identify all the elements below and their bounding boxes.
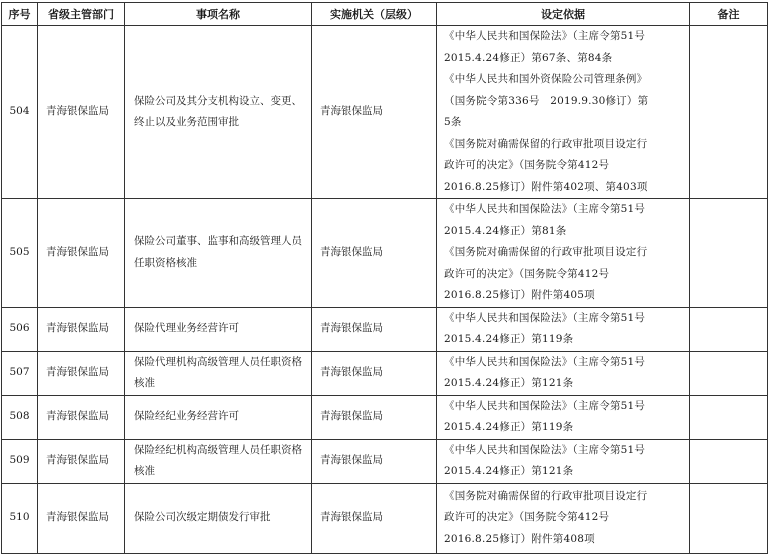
row-legal-basis xyxy=(437,439,690,483)
legal-basis-line: 2015.4.24修正）第121条 xyxy=(444,377,574,389)
row-number: 509 xyxy=(2,439,38,483)
row-department: 青海银保监局 xyxy=(38,199,125,308)
legal-basis-line: 2016.8.25修订）附件第405项 xyxy=(444,289,595,301)
row-legal-basis xyxy=(437,307,690,351)
row-item-name: 保险公司次级定期债发行审批 xyxy=(125,483,312,553)
table-header-row xyxy=(2,3,768,26)
row-remark xyxy=(690,307,768,351)
row-item-name: 保险经纪业务经营许可 xyxy=(125,395,312,439)
table-row xyxy=(2,439,768,483)
table-row xyxy=(2,307,768,351)
row-number: 508 xyxy=(2,395,38,439)
table-row xyxy=(2,483,768,553)
header-no: 序号 xyxy=(2,3,38,26)
row-number: 507 xyxy=(2,351,38,395)
legal-basis-line: 2015.4.24修正）第81条 xyxy=(444,224,567,237)
row-department: 青海银保监局 xyxy=(38,351,125,395)
row-legal-basis xyxy=(437,483,690,553)
row-item-name: 保险代理业务经营许可 xyxy=(125,307,312,351)
table-row xyxy=(2,199,768,308)
row-remark xyxy=(690,351,768,395)
row-department: 青海银保监局 xyxy=(38,307,125,351)
row-legal-basis xyxy=(437,395,690,439)
legal-basis-line: 政许可的决定》（国务院令第412号 xyxy=(444,159,610,171)
table-row xyxy=(2,26,768,199)
legal-basis-line: 2015.4.24修正）第119条 xyxy=(444,333,574,345)
row-item-name: 保险公司及其分支机构设立、变更、终止以及业务范围审批 xyxy=(125,26,312,199)
row-number: 510 xyxy=(2,483,38,553)
legal-basis-line: 2016.8.25修订）附件第402项、第403项 xyxy=(444,180,648,193)
legal-basis-line: 政许可的决定》（国务院令第412号 xyxy=(444,267,610,280)
legal-basis-line: 5条 xyxy=(444,116,462,128)
table-row xyxy=(2,395,768,439)
legal-basis-line: （国务院令第336号 2019.9.30修订）第 xyxy=(444,94,649,107)
table-row xyxy=(2,351,768,395)
legal-basis-line: 《国务院对确需保留的行政审批项目设定行 xyxy=(444,246,648,258)
legal-basis-line: 《中华人民共和国保险法》（主席令第51号 xyxy=(444,443,646,456)
row-department: 青海银保监局 xyxy=(38,26,125,199)
row-remark xyxy=(690,483,768,553)
row-implementing-org: 青海银保监局 xyxy=(312,199,437,308)
row-implementing-org: 青海银保监局 xyxy=(312,351,437,395)
legal-basis-line: 《国务院对确需保留的行政审批项目设定行 xyxy=(444,137,648,150)
legal-basis-line: 《中华人民共和国保险法》（主席令第51号 xyxy=(444,30,646,42)
legal-basis-line: 《国务院对确需保留的行政审批项目设定行 xyxy=(444,489,648,502)
header-org: 实施机关（层级） xyxy=(312,3,437,26)
row-implementing-org: 青海银保监局 xyxy=(312,439,437,483)
row-remark xyxy=(690,199,768,308)
row-implementing-org: 青海银保监局 xyxy=(312,26,437,199)
row-item-name: 保险公司董事、监事和高级管理人员任职资格核准 xyxy=(125,199,312,308)
row-department: 青海银保监局 xyxy=(38,483,125,553)
row-remark xyxy=(690,26,768,199)
legal-basis-line: 2016.8.25修订）附件第408项 xyxy=(444,532,595,545)
row-department: 青海银保监局 xyxy=(38,439,125,483)
legal-basis-line: 2015.4.24修正）第119条 xyxy=(444,421,574,433)
legal-basis-line: 《中华人民共和国保险法》（主席令第51号 xyxy=(444,355,646,368)
row-remark xyxy=(690,395,768,439)
header-remark: 备注 xyxy=(690,3,768,26)
row-number: 504 xyxy=(2,26,38,199)
row-legal-basis xyxy=(437,351,690,395)
row-number: 506 xyxy=(2,307,38,351)
row-number: 505 xyxy=(2,199,38,308)
legal-basis-line: 政许可的决定》（国务院令第412号 xyxy=(444,511,610,524)
row-legal-basis xyxy=(437,199,690,308)
row-remark xyxy=(690,439,768,483)
legal-basis-line: 《中华人民共和国保险法》（主席令第51号 xyxy=(444,311,646,324)
approval-items-table xyxy=(1,2,768,554)
legal-basis-line: 《中华人民共和国保险法》（主席令第51号 xyxy=(444,399,646,412)
header-name: 事项名称 xyxy=(125,3,312,26)
row-item-name: 保险代理机构高级管理人员任职资格核准 xyxy=(125,351,312,395)
row-department: 青海银保监局 xyxy=(38,395,125,439)
legal-basis-line: 2015.4.24修正）第121条 xyxy=(444,465,574,477)
row-implementing-org: 青海银保监局 xyxy=(312,483,437,553)
header-basis: 设定依据 xyxy=(437,3,690,26)
row-item-name: 保险经纪机构高级管理人员任职资格核准 xyxy=(125,439,312,483)
legal-basis-line: 2015.4.24修正）第67条、第84条 xyxy=(444,51,613,64)
row-legal-basis xyxy=(437,26,690,199)
legal-basis-line: 《中华人民共和国外资保险公司管理条例》 xyxy=(444,73,648,85)
legal-basis-line: 《中华人民共和国保险法》（主席令第51号 xyxy=(444,203,646,215)
row-implementing-org: 青海银保监局 xyxy=(312,395,437,439)
row-implementing-org: 青海银保监局 xyxy=(312,307,437,351)
header-dept: 省级主管部门 xyxy=(38,3,125,26)
